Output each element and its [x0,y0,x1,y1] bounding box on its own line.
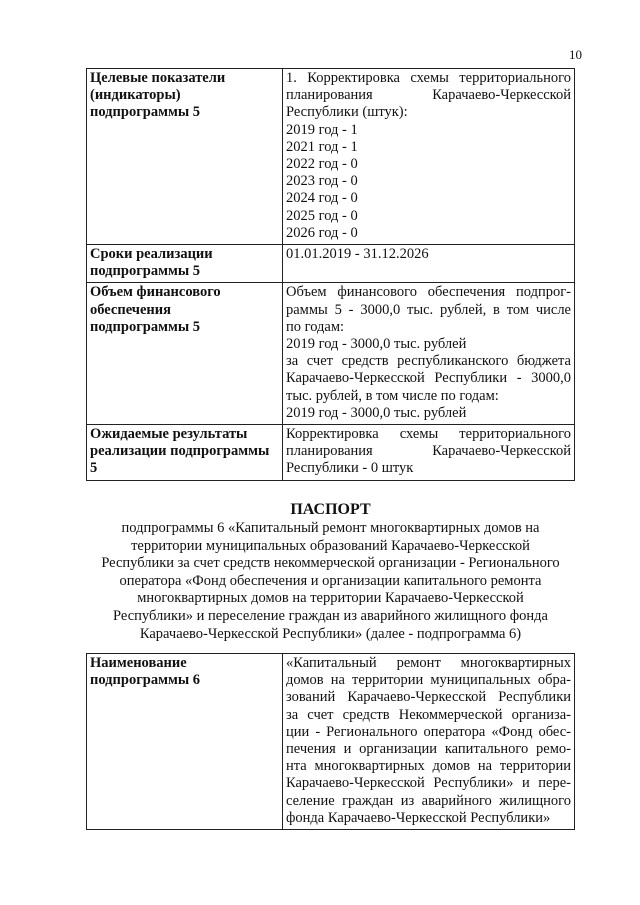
label-line: Целевые показатели [90,70,226,86]
row-value [283,69,575,245]
passport-description [86,520,575,643]
label-line: Сроки реализации [90,246,213,263]
table-row-expected-results [87,425,575,481]
row-label [87,283,283,425]
value-line: зований Карачаево-Черкесской Республики [286,689,571,706]
row-value [283,283,575,425]
label-line: Ожидаемые результаты [90,426,248,443]
row-value [283,245,575,283]
value-line: селение граждан из аварийного жилищного [286,792,571,809]
table-row-timeline [87,245,575,283]
value-line: Карачаево-Черкесской Республики - 3000,0 [286,370,571,387]
label-line: (индикаторы) [90,87,181,104]
row-label [87,245,283,283]
value-line: печения и организации капитального ремо- [286,741,571,758]
passport-title: ПАСПОРТ [290,501,371,518]
value-line: 2019 год - 1 [286,121,358,138]
page-number: 10 [569,47,582,62]
value-line: 2019 год - 3000,0 тыс. рублей [286,336,467,353]
label-line: подпрограммы 5 [90,104,201,121]
subprogram-5-passport-table [86,68,575,481]
value-line: по годам: [286,318,345,335]
passport-line: территории муниципальных образований Карачаево-Черкесской [131,537,530,554]
label-line: обеспечения [90,301,171,318]
value-line: раммы 5 - 3000,0 тыс. рублей, в том числе [286,301,571,318]
value-line: тыс. рублей, в том числе по годам: [286,387,499,404]
table-row-funding [87,283,575,425]
value-line: домов на территории муниципальных обра- [286,672,571,689]
label-line: подпрограммы 5 [90,263,201,280]
passport-line: Карачаево-Черкесской Республики» (далее - подпрограмма 6) [139,625,522,642]
value-line: 2021 год - 1 [286,138,358,155]
value-line: Объем финансового обеспечения подпрог- [286,284,571,301]
value-line: за счет средств Некоммерческой организа- [286,706,571,723]
label-line: реализации подпрограммы [90,443,270,460]
value-line: «Капитальный ремонт многоквартирных [286,655,571,671]
value-line: 2025 год - 0 [286,207,358,224]
label-line: 5 [90,460,98,477]
value-line: Корректировка схемы территориального [286,426,571,443]
passport-line: подпрограммы 6 «Капитальный ремонт многоквартирных домов на [121,520,540,536]
row-label [87,69,283,245]
value-line: Республики - 0 штук [286,460,414,477]
value-line: планирования Карачаево-Черкесской [286,87,571,104]
label-line: подпрограммы 6 [90,672,201,689]
passport-line: многоквартирных домов на территории Карачаево-Черкесской [137,590,524,607]
value-line: 1. Корректировка схемы территориального [286,70,571,86]
row-label [87,654,283,830]
value-line: ции - Регионального оператора «Фонд обес- [286,723,571,740]
value-line: за счет средств республиканского бюджета [286,353,571,370]
row-label [87,425,283,481]
passport-heading [86,500,575,643]
value-line: 2026 год - 0 [286,224,358,241]
value-line: 2023 год - 0 [286,173,358,190]
value-line: 2019 год - 3000,0 тыс. рублей [286,404,467,421]
table-row-target-indicators [87,69,575,245]
value-line: планирования Карачаево-Черкесской [286,443,571,460]
value-line: 2022 год - 0 [286,156,358,173]
value-line: 01.01.2019 - 31.12.2026 [286,246,429,263]
table-row-subprogram-name [87,654,575,830]
row-value [283,654,575,830]
value-line: Республики (штук): [286,104,408,121]
value-line: 2024 год - 0 [286,190,358,207]
label-line: Объем финансового [90,284,221,301]
passport-line: оператора «Фонд обеспечения и организации капитального ремонта [119,572,542,589]
value-line: фонда Карачаево-Черкесской Республики» [286,809,551,826]
passport-line: Республики» и переселение граждан из аварийного жилищного фонда [113,607,548,624]
value-line: нта многоквартирных домов на территории [286,758,571,775]
subprogram-6-passport-table [86,653,575,830]
row-value [283,425,575,481]
passport-line: Республики за счет средств некоммерческой организации - Регионального [101,555,560,572]
label-line: подпрограммы 5 [90,318,201,335]
value-line: Карачаево-Черкесской Республики» и пере- [286,775,571,792]
label-line: Наименование [90,655,187,671]
